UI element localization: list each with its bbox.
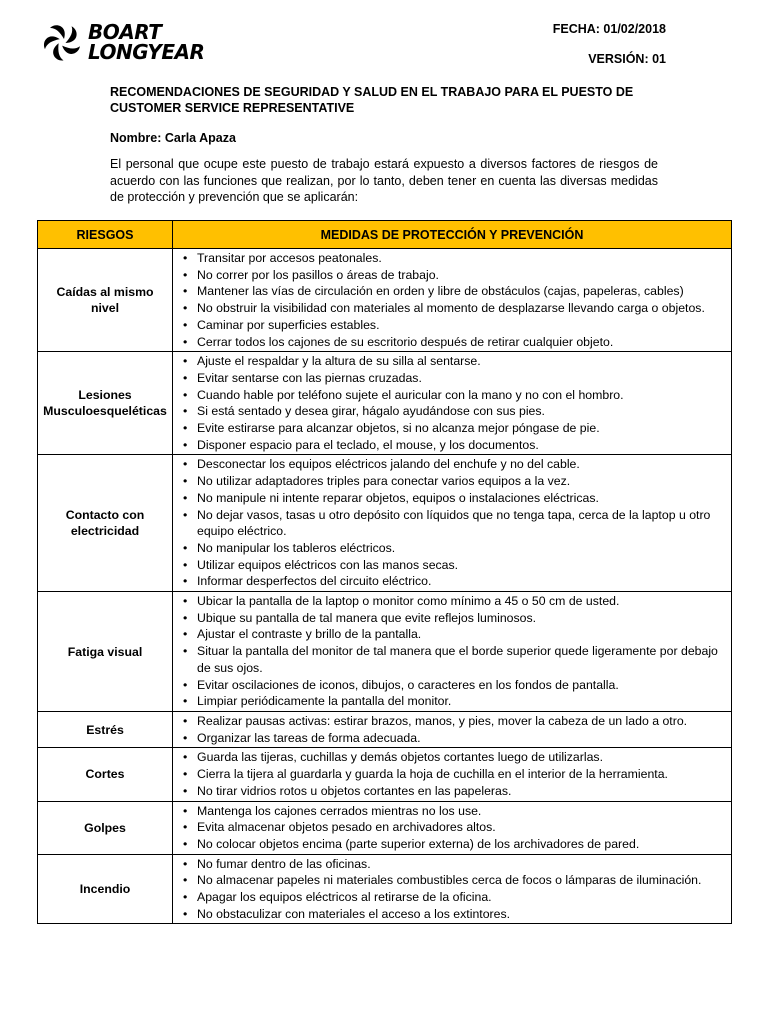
measure-item: • No correr por los pasillos o áreas de trabajo. <box>181 267 723 284</box>
measure-item: • No manipular los tableros eléctricos. <box>181 540 723 557</box>
measures-list <box>173 455 731 591</box>
document-meta <box>553 22 666 70</box>
measure-item: • Ajuste el respaldar y la altura de su silla al sentarse. <box>181 353 723 370</box>
measure-item: • Ubique su pantalla de tal manera que evite reflejos luminosos. <box>181 610 723 627</box>
logo-line-2: LONGYEAR <box>88 40 205 64</box>
measures-list <box>173 748 731 800</box>
table-row <box>38 249 732 352</box>
version-label: VERSIÓN: 01 <box>588 52 666 66</box>
measure-item: • Transitar por accesos peatonales. <box>181 250 723 267</box>
measure-item: • Apagar los equipos eléctricos al retirarse de la oficina. <box>181 889 723 906</box>
measure-item: • No fumar dentro de las oficinas. <box>181 856 723 873</box>
measures-cell <box>173 801 732 854</box>
document-title: RECOMENDACIONES DE SEGURIDAD Y SALUD EN EL TRABAJO PARA EL PUESTO DE CUSTOMER SERVICE REPRESENTATIVE <box>110 85 634 115</box>
measure-item: • Guarda las tijeras, cuchillas y demás objetos cortantes luego de utilizarlas. <box>181 749 723 766</box>
risk-name: Caídas al mismo nivel <box>38 249 173 352</box>
table-row <box>38 748 732 801</box>
measure-item: • Evitar oscilaciones de iconos, dibujos, o caracteres en los fondos de pantalla. <box>181 677 723 694</box>
measure-item: • Organizar las tareas de forma adecuada. <box>181 730 723 747</box>
measure-item: • Cerrar todos los cajones de su escritorio después de retirar cualquier objeto. <box>181 334 723 351</box>
measure-item: • Disponer espacio para el teclado, el mouse, y los documentos. <box>181 437 723 454</box>
intro-paragraph: El personal que ocupe este puesto de trabajo estará expuesto a diversos factores de riesgos de acuerdo con las funciones que realizan, por lo tanto, deben tener en cuenta las diversas medidas de protección y prevención que se aplicarán: <box>110 157 658 204</box>
table-row <box>38 711 732 747</box>
measure-item: • Mantener las vías de circulación en orden y libre de obstáculos (cajas, papeleras, cables) <box>181 283 723 300</box>
risk-name: Cortes <box>38 748 173 801</box>
risk-name: Fatiga visual <box>38 592 173 712</box>
measures-list <box>173 712 731 747</box>
measure-item: • No dejar vasos, tasas u otro depósito con líquidos que no tenga tapa, cerca de la laptop u otro equipo eléctrico. <box>181 507 723 540</box>
boart-longyear-logo-icon <box>42 22 82 62</box>
table-row <box>38 352 732 455</box>
measures-cell <box>173 352 732 455</box>
measure-item: • No obstaculizar con materiales el acceso a los extintores. <box>181 906 723 923</box>
employee-name: Nombre: Carla Apaza <box>110 131 236 145</box>
measures-list <box>173 249 731 351</box>
risk-name: Incendio <box>38 854 173 924</box>
risk-name: Estrés <box>38 711 173 747</box>
table-row <box>38 854 732 924</box>
measure-item: • No manipule ni intente reparar objetos, equipos o instalaciones eléctricas. <box>181 490 723 507</box>
measures-list <box>173 802 731 854</box>
measures-list <box>173 592 731 711</box>
measure-item: • Ubicar la pantalla de la laptop o monitor como mínimo a 45 o 50 cm de usted. <box>181 593 723 610</box>
measures-list <box>173 352 731 454</box>
measures-cell <box>173 455 732 592</box>
measures-list <box>173 855 731 924</box>
table-header-row <box>38 221 732 249</box>
measure-item: • Evita almacenar objetos pesado en archivadores altos. <box>181 819 723 836</box>
measures-cell <box>173 592 732 712</box>
measure-item: • Cierra la tijera al guardarla y guarda la hoja de cuchilla en el interior de la herramienta. <box>181 766 723 783</box>
header-riesgos: RIESGOS <box>38 221 173 249</box>
table-row <box>38 592 732 712</box>
measure-item: • Evitar sentarse con las piernas cruzadas. <box>181 370 723 387</box>
measure-item: • Cuando hable por teléfono sujete el auricular con la mano y no con el hombro. <box>181 387 723 404</box>
fecha-label: FECHA: 01/02/2018 <box>552 22 666 36</box>
measure-item: • Si está sentado y desea girar, hágalo ayudándose con sus pies. <box>181 403 723 420</box>
company-logo <box>42 22 204 62</box>
measure-item: • Desconectar los equipos eléctricos jalando del enchufe y no del cable. <box>181 456 723 473</box>
measures-cell <box>173 748 732 801</box>
measure-item: • Realizar pausas activas: estirar brazos, manos, y pies, mover la cabeza de un lado a otro. <box>181 713 723 730</box>
risk-name: Golpes <box>38 801 173 854</box>
measure-item: • No tirar vidrios rotos u objetos cortantes en las papeleras. <box>181 783 723 800</box>
measure-item: • Situar la pantalla del monitor de tal manera que el borde superior quede ligeramente por debajo de sus ojos. <box>181 643 723 676</box>
measure-item: • No obstruir la visibilidad con materiales al momento de desplazarse llevando carga o objetos. <box>181 300 723 317</box>
table-row <box>38 801 732 854</box>
risk-name: Contacto con electricidad <box>38 455 173 592</box>
logo-line-1: BOART <box>88 20 162 44</box>
measures-cell <box>173 249 732 352</box>
measures-cell <box>173 711 732 747</box>
measure-item: • Mantenga los cajones cerrados mientras no los use. <box>181 803 723 820</box>
table-row <box>38 455 732 592</box>
measures-cell <box>173 854 732 924</box>
measure-item: • No utilizar adaptadores triples para conectar varios equipos a la vez. <box>181 473 723 490</box>
risk-table <box>37 220 732 924</box>
risk-name: Lesiones Musculoesqueléticas <box>38 352 173 455</box>
measure-item: • Limpiar periódicamente la pantalla del monitor. <box>181 693 723 710</box>
measure-item: • Ajustar el contraste y brillo de la pantalla. <box>181 626 723 643</box>
measure-item: • Utilizar equipos eléctricos con las manos secas. <box>181 557 723 574</box>
measure-item: • No colocar objetos encima (parte superior externa) de los archivadores de pared. <box>181 836 723 853</box>
measure-item: • Caminar por superficies estables. <box>181 317 723 334</box>
measure-item: • Evite estirarse para alcanzar objetos, si no alcanza mejor póngase de pie. <box>181 420 723 437</box>
measure-item: • No almacenar papeles ni materiales combustibles cerca de focos o lámparas de iluminación. <box>181 872 723 889</box>
measure-item: • Informar desperfectos del circuito eléctrico. <box>181 573 723 590</box>
header-medidas: MEDIDAS DE PROTECCIÓN Y PREVENCIÓN <box>173 221 732 249</box>
